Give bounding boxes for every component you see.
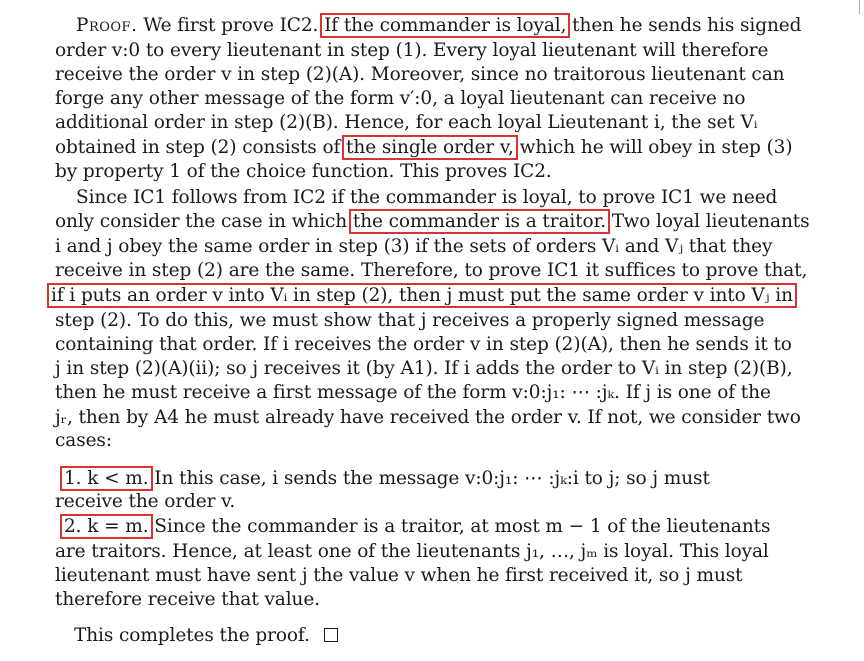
line-8: Since IC1 follows from IC2 if the commander is loyal, to prove IC1 we need: [76, 187, 778, 208]
highlight-case-1: 1. k < m.: [60, 466, 153, 491]
line-1: Proof. We first prove IC2. If the commander is loyal, then he sends his signed: [76, 15, 802, 36]
line-7: by property 1 of the choice function. This proves IC2.: [55, 161, 552, 182]
conclusion-line: This completes the proof.: [74, 624, 338, 648]
case-1: 1. k < m. In this case, i sends the message v:0:j₁: ⋯ :jₖ:i to j; so j must: [64, 467, 710, 491]
line-10: i and j obey the same order in step (3) if the sets of orders Vᵢ and Vⱼ that they: [55, 236, 773, 257]
line-24: therefore receive that value.: [55, 589, 320, 610]
line-16: then he must receive a first message of the form v:0:j₁: ⋯ :jₖ. If j is one of the: [55, 382, 771, 403]
line-3: receive the order v in step (2)(A). Moreover, since no traitorous lieutenant can: [55, 64, 785, 85]
highlight-same-order: if i puts an order v into Vᵢ in step (2), then j must put the same order v into Vⱼ in: [47, 283, 797, 308]
qed-square-icon: [324, 628, 338, 642]
highlight-case-2: 2. k = m.: [60, 514, 153, 539]
line-6: obtained in step (2) consists of the single order v, which he will obey in step (3): [55, 137, 793, 158]
edge-mark: [859, 0, 860, 14]
line-20: receive the order v.: [55, 491, 236, 512]
line-14: containing that order. If i receives the order v in step (2)(A), then he sends it to: [55, 334, 792, 355]
case-2: 2. k = m. Since the commander is a traitor, at most m − 1 of the lieutenants: [64, 515, 770, 539]
line-23: lieutenant must have sent j the value v when he first received it, so j must: [55, 565, 743, 586]
line-4: forge any other message of the form v′:0, a loyal lieutenant can receive no: [55, 88, 746, 109]
highlight-single-order: the single order v,: [342, 135, 518, 160]
line-9: only consider the case in which the commander is a traitor. Two loyal lieutenants: [55, 211, 810, 232]
line-13: step (2). To do this, we must show that j receives a properly signed message: [55, 310, 765, 331]
line-12: [51, 284, 793, 308]
line-11: receive in step (2) are the same. Therefore, to prove IC1 it suffices to prove that,: [55, 260, 808, 281]
line-22: are traitors. Hence, at least one of the lieutenants j₁, …, jₘ is loyal. This loyal: [55, 541, 769, 562]
highlight-commander-loyal: If the commander is loyal,: [320, 13, 570, 38]
line-15: j in step (2)(A)(ii); so j receives it (by A1). If i adds the order to Vᵢ in step (2)(B),: [55, 358, 793, 379]
highlight-commander-traitor: the commander is a traitor.: [349, 209, 610, 234]
line-18: cases:: [55, 430, 112, 451]
line-2: order v:0 to every lieutenant in step (1). Every loyal lieutenant will therefore: [55, 40, 769, 61]
line-17: jᵣ, then by A4 he must already have received the order v. If not, we consider two: [55, 407, 801, 428]
line-5: additional order in step (2)(B). Hence, for each loyal Lieutenant i, the set Vᵢ: [55, 112, 758, 133]
proof-label: Proof.: [76, 15, 138, 36]
